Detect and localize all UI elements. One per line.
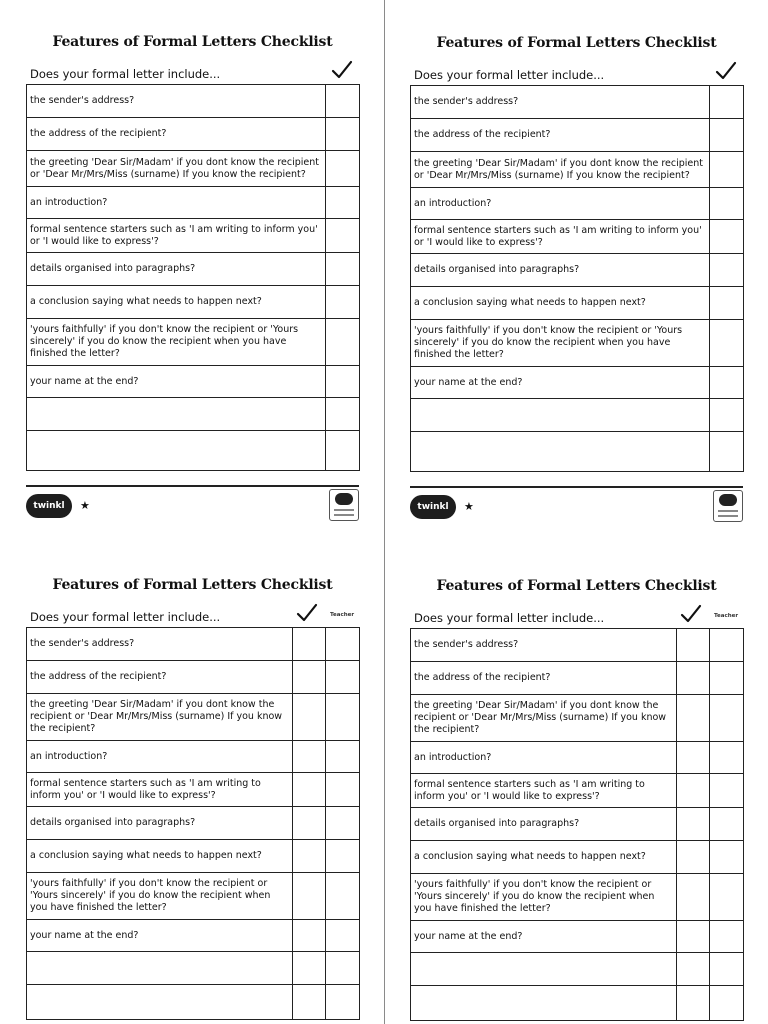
teacher-column-label: Teacher (330, 612, 355, 618)
checklist-check-box[interactable] (710, 320, 744, 367)
checklist-teacher-box[interactable] (710, 953, 744, 986)
checklist-question: Does your formal letter include... (30, 610, 221, 624)
checklist-item-text: an introduction? (27, 187, 326, 219)
tick-icon (715, 61, 737, 81)
checklist-item-text: the address of the recipient? (27, 118, 326, 151)
checklist-row (411, 152, 744, 188)
checklist-item-text: an introduction? (27, 741, 293, 773)
checklist-check-box[interactable] (326, 85, 360, 118)
checklist-row (411, 254, 744, 287)
twinkl-logo: twinkl (410, 495, 456, 519)
checklist-item-text (27, 952, 293, 985)
checklist-item-text: your name at the end? (411, 367, 710, 399)
checklist-item-text: the greeting 'Dear Sir/Madam' if you dont know the recipient or 'Dear Mr/Mrs/Miss (surname) If you know the recipient? (27, 151, 326, 187)
checklist-row (27, 741, 360, 773)
checklist-item-text: the address of the recipient? (411, 119, 710, 152)
teacher-column-label: Teacher (714, 613, 739, 619)
footer-rule (410, 486, 743, 488)
checklist-question: Does your formal letter include... (414, 611, 605, 625)
checklist-row (27, 151, 360, 187)
checklist-check-box[interactable] (710, 152, 744, 188)
checklist-check-box[interactable] (293, 952, 326, 985)
checklist-item-text: details organised into paragraphs? (411, 808, 677, 841)
tick-icon (296, 603, 318, 623)
checklist-item-text: your name at the end? (27, 366, 326, 398)
checklist-item-text: a conclusion saying what needs to happen next? (411, 287, 710, 320)
checklist-item-text: the sender's address? (27, 85, 326, 118)
checklist-row (27, 840, 360, 873)
checklist-check-box[interactable] (677, 808, 710, 841)
checklist-item-text: details organised into paragraphs? (27, 253, 326, 286)
checklist-check-box[interactable] (293, 694, 326, 741)
checklist-item-text: details organised into paragraphs? (27, 807, 293, 840)
page-divider-vertical (384, 0, 385, 1024)
checklist-check-box[interactable] (293, 873, 326, 920)
checklist-panel-4 (410, 578, 743, 1023)
checklist-check-box[interactable] (677, 953, 710, 986)
checklist-row (411, 119, 744, 152)
checklist-check-box[interactable] (293, 985, 326, 1020)
checklist-teacher-box[interactable] (326, 694, 360, 741)
checklist-check-box[interactable] (293, 840, 326, 873)
checklist-panel-1 (26, 34, 359, 524)
checklist-check-box[interactable] (326, 187, 360, 219)
star-icon: ★ (464, 500, 474, 513)
checklist-check-box[interactable] (710, 254, 744, 287)
checklist-item-text (411, 399, 710, 432)
checklist-row (27, 187, 360, 219)
checklist-row (27, 219, 360, 253)
checklist-item-text: a conclusion saying what needs to happen next? (27, 286, 326, 319)
checklist-item-text: the greeting 'Dear Sir/Madam' if you dont know the recipient or 'Dear Mr/Mrs/Miss (surname) If you know the recipient? (411, 695, 677, 742)
checklist-item-text: 'yours faithfully' if you don't know the recipient or 'Yours sincerely' if you do know the recipient when you have finished the letter? (27, 873, 293, 920)
checklist-check-box[interactable] (677, 874, 710, 921)
checklist-item-text (411, 432, 710, 472)
checklist-check-box[interactable] (326, 366, 360, 398)
checklist-row (27, 398, 360, 431)
checklist-item-text: your name at the end? (27, 920, 293, 952)
checklist-teacher-box[interactable] (326, 985, 360, 1020)
checklist-item-text (411, 986, 677, 1021)
checklist-row (411, 921, 744, 953)
checklist-row (411, 399, 744, 432)
quality-standard-badge-icon (713, 490, 743, 522)
checklist-row (27, 431, 360, 471)
checklist-teacher-box[interactable] (710, 774, 744, 808)
checklist-panel-2 (410, 35, 743, 525)
checklist-table (410, 85, 744, 472)
checklist-check-box[interactable] (677, 629, 710, 662)
checklist-teacher-box[interactable] (326, 840, 360, 873)
twinkl-logo: twinkl (26, 494, 72, 518)
checklist-check-box[interactable] (293, 628, 326, 661)
checklist-item-text: formal sentence starters such as 'I am writing to inform you' or 'I would like to express'? (411, 774, 677, 808)
checklist-item-text: a conclusion saying what needs to happen next? (411, 841, 677, 874)
checklist-row (411, 742, 744, 774)
checklist-check-box[interactable] (677, 986, 710, 1021)
checklist-item-text: an introduction? (411, 188, 710, 220)
checklist-check-box[interactable] (293, 773, 326, 807)
checklist-check-box[interactable] (710, 287, 744, 320)
checklist-row (27, 253, 360, 286)
checklist-item-text (27, 431, 326, 471)
checklist-question: Does your formal letter include... (30, 67, 221, 81)
checklist-row (27, 807, 360, 840)
checklist-title: Features of Formal Letters Checklist (52, 34, 333, 50)
checklist-item-text: formal sentence starters such as 'I am writing to inform you' or 'I would like to express'? (27, 773, 293, 807)
checklist-teacher-box[interactable] (710, 874, 744, 921)
checklist-row (27, 694, 360, 741)
checklist-check-box[interactable] (326, 118, 360, 151)
checklist-item-text (27, 398, 326, 431)
checklist-teacher-box[interactable] (710, 695, 744, 742)
checklist-row (411, 695, 744, 742)
checklist-row (27, 366, 360, 398)
checklist-check-box[interactable] (677, 841, 710, 874)
checklist-row (27, 319, 360, 366)
checklist-teacher-box[interactable] (710, 841, 744, 874)
checklist-row (27, 118, 360, 151)
checklist-row (27, 661, 360, 694)
checklist-teacher-box[interactable] (326, 661, 360, 694)
checklist-check-box[interactable] (326, 431, 360, 471)
checklist-item-text: details organised into paragraphs? (411, 254, 710, 287)
checklist-check-box[interactable] (326, 219, 360, 253)
checklist-item-text (27, 985, 293, 1020)
checklist-row (27, 628, 360, 661)
checklist-check-box[interactable] (710, 367, 744, 399)
checklist-row (27, 873, 360, 920)
checklist-check-box[interactable] (326, 319, 360, 366)
tick-icon (331, 60, 353, 80)
checklist-item-text: your name at the end? (411, 921, 677, 953)
checklist-title: Features of Formal Letters Checklist (52, 577, 333, 593)
checklist-item-text (411, 953, 677, 986)
checklist-check-box[interactable] (710, 86, 744, 119)
checklist-item-text: the greeting 'Dear Sir/Madam' if you dont know the recipient or 'Dear Mr/Mrs/Miss (surname) If you know the recipient? (27, 694, 293, 741)
checklist-check-box[interactable] (710, 399, 744, 432)
checklist-check-box[interactable] (710, 220, 744, 254)
checklist-title: Features of Formal Letters Checklist (436, 578, 717, 594)
checklist-row (411, 874, 744, 921)
checklist-item-text: 'yours faithfully' if you don't know the recipient or 'Yours sincerely' if you do know the recipient when you have finished the letter? (411, 320, 710, 367)
checklist-check-box[interactable] (293, 661, 326, 694)
checklist-table (410, 628, 744, 1021)
checklist-teacher-box[interactable] (326, 873, 360, 920)
checklist-item-text: the sender's address? (411, 629, 677, 662)
checklist-teacher-box[interactable] (710, 629, 744, 662)
checklist-check-box[interactable] (710, 188, 744, 220)
checklist-teacher-box[interactable] (710, 742, 744, 774)
checklist-teacher-box[interactable] (326, 773, 360, 807)
checklist-teacher-box[interactable] (326, 952, 360, 985)
checklist-check-box[interactable] (326, 151, 360, 187)
checklist-row (411, 629, 744, 662)
checklist-teacher-box[interactable] (710, 986, 744, 1021)
checklist-item-text: the greeting 'Dear Sir/Madam' if you dont know the recipient or 'Dear Mr/Mrs/Miss (surname) If you know the recipient? (411, 152, 710, 188)
checklist-teacher-box[interactable] (326, 807, 360, 840)
checklist-item-text: 'yours faithfully' if you don't know the recipient or 'Yours sincerely' if you do know the recipient when you have finished the letter? (411, 874, 677, 921)
checklist-teacher-box[interactable] (710, 921, 744, 953)
checklist-check-box[interactable] (326, 398, 360, 431)
tick-icon (680, 604, 702, 624)
checklist-row (411, 774, 744, 808)
checklist-row (411, 188, 744, 220)
checklist-row (411, 320, 744, 367)
checklist-row (411, 287, 744, 320)
checklist-check-box[interactable] (677, 921, 710, 953)
checklist-teacher-box[interactable] (710, 662, 744, 695)
checklist-row (27, 85, 360, 118)
checklist-item-text: the sender's address? (27, 628, 293, 661)
checklist-row (411, 841, 744, 874)
checklist-row (411, 986, 744, 1021)
checklist-item-text: a conclusion saying what needs to happen next? (27, 840, 293, 873)
checklist-item-text: the sender's address? (411, 86, 710, 119)
checklist-item-text: the address of the recipient? (27, 661, 293, 694)
checklist-check-box[interactable] (677, 695, 710, 742)
star-icon: ★ (80, 499, 90, 512)
checklist-check-box[interactable] (710, 119, 744, 152)
checklist-question: Does your formal letter include... (414, 68, 605, 82)
checklist-check-box[interactable] (293, 807, 326, 840)
checklist-row (411, 367, 744, 399)
checklist-teacher-box[interactable] (326, 920, 360, 952)
checklist-check-box[interactable] (293, 741, 326, 773)
checklist-check-box[interactable] (710, 432, 744, 472)
quality-standard-badge-icon (329, 489, 359, 521)
checklist-item-text: 'yours faithfully' if you don't know the recipient or 'Yours sincerely' if you do know the recipient when you have finished the letter? (27, 319, 326, 366)
checklist-item-text: formal sentence starters such as 'I am writing to inform you' or 'I would like to express'? (27, 219, 326, 253)
checklist-row (411, 86, 744, 119)
checklist-check-box[interactable] (677, 662, 710, 695)
checklist-table (26, 627, 360, 1020)
checklist-table (26, 84, 360, 471)
checklist-row (411, 662, 744, 695)
checklist-item-text: formal sentence starters such as 'I am writing to inform you' or 'I would like to express'? (411, 220, 710, 254)
checklist-item-text: an introduction? (411, 742, 677, 774)
checklist-check-box[interactable] (677, 742, 710, 774)
checklist-check-box[interactable] (326, 286, 360, 319)
checklist-check-box[interactable] (293, 920, 326, 952)
checklist-row (27, 920, 360, 952)
checklist-check-box[interactable] (677, 774, 710, 808)
checklist-row (411, 953, 744, 986)
checklist-teacher-box[interactable] (710, 808, 744, 841)
footer-rule (26, 485, 359, 487)
checklist-teacher-box[interactable] (326, 741, 360, 773)
checklist-panel-3 (26, 577, 359, 1022)
checklist-row (27, 985, 360, 1020)
checklist-item-text: the address of the recipient? (411, 662, 677, 695)
checklist-row (411, 432, 744, 472)
checklist-row (27, 952, 360, 985)
checklist-title: Features of Formal Letters Checklist (436, 35, 717, 51)
checklist-check-box[interactable] (326, 253, 360, 286)
checklist-row (27, 773, 360, 807)
checklist-teacher-box[interactable] (326, 628, 360, 661)
checklist-row (411, 220, 744, 254)
checklist-row (411, 808, 744, 841)
checklist-row (27, 286, 360, 319)
